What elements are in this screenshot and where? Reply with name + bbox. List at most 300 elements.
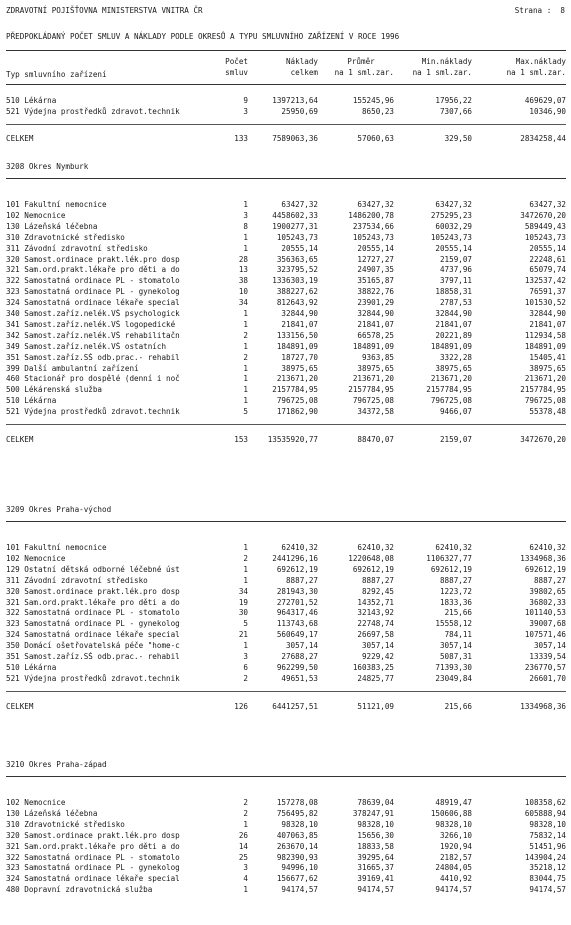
cell-count: 1 (243, 396, 248, 406)
cell-min: 1920,94 (439, 841, 472, 851)
cell-name: 311 Závodní zdravotní středisko (6, 243, 148, 253)
cell-count: 1 (243, 819, 248, 829)
cell-total: 281943,30 (276, 586, 318, 596)
cell-total: 962299,50 (276, 662, 318, 672)
cell-min: 3322,28 (439, 352, 472, 362)
subtotal-rule (6, 691, 566, 692)
cell-total: 1336303,19 (272, 276, 318, 286)
cell-count: 25 (238, 852, 248, 862)
cell-total: 113743,68 (276, 619, 318, 629)
cell-max: 213671,20 (524, 374, 566, 384)
cell-avg: 796725,08 (352, 396, 394, 406)
cell-name: 510 Lékárna (6, 96, 57, 105)
cell-avg: 31665,37 (357, 863, 394, 873)
cell-avg: 66578,25 (357, 330, 394, 340)
cell-count: 2 (243, 798, 248, 807)
cell-min: 4737,96 (439, 265, 472, 275)
cell-max: 236770,57 (524, 662, 566, 672)
cell-total: 964317,46 (276, 608, 318, 618)
cell-min: 94174,57 (435, 885, 472, 895)
cell-total: 133156,50 (276, 330, 318, 340)
cell-name: 521 Výdejna prostředků zdravot.technik (6, 407, 180, 417)
cell-max: 13339,54 (529, 652, 566, 661)
cell-name: 399 Další ambulantní zařízení (6, 363, 139, 373)
cell-name: 130 Lázeňská léčebna (6, 808, 98, 818)
cell-max: 75832,14 (529, 830, 566, 840)
cell-avg: 38975,65 (357, 363, 394, 373)
cell-count: 3 (243, 210, 248, 220)
table-row (0, 587, 571, 598)
cell-max: 605888,94 (524, 808, 566, 818)
cell-max: 15405,41 (529, 352, 566, 362)
cell-max: 101530,52 (524, 298, 566, 308)
cell-avg: 26697,58 (357, 630, 394, 640)
cell-min: 9466,07 (439, 407, 472, 417)
cell-max: 83044,75 (529, 874, 566, 884)
cell-avg: 78639,04 (357, 798, 394, 807)
cell-avg: 378247,91 (352, 808, 394, 818)
cell-total: 184891,09 (276, 341, 318, 351)
cell-name: 324 Samostatná ordinace lékaře special (6, 630, 180, 640)
table-row (0, 842, 571, 853)
cell-min: 63427,32 (435, 200, 472, 209)
cell-avg: 39295,64 (357, 852, 394, 862)
table-row (0, 255, 571, 266)
cell-name: 102 Nemocnice (6, 798, 66, 807)
cell-name: CELKEM (6, 134, 34, 143)
cell-count: 19 (238, 597, 248, 607)
cell-count: 1 (243, 543, 248, 552)
table-row (0, 96, 571, 107)
cell-avg: 3057,14 (361, 641, 394, 651)
cell-name: CELKEM (6, 701, 34, 711)
table-row (0, 265, 571, 276)
col-max-header-2: na 1 sml.zar. (506, 68, 566, 77)
cell-name: 460 Stacionář pro dospělé (denní i noč (6, 374, 180, 384)
cell-avg: 14352,71 (357, 597, 394, 607)
cell-avg: 155245,96 (352, 96, 394, 105)
table-row (0, 652, 571, 663)
cell-name: 323 Samostatná ordinace PL - gynekolog (6, 287, 180, 297)
cell-name: 310 Zdravotnické středisko (6, 819, 125, 829)
cell-total: 105243,73 (276, 232, 318, 242)
cell-count: 9 (243, 96, 248, 105)
cell-min: 4410,92 (439, 874, 472, 884)
cell-avg: 8650,23 (361, 107, 394, 116)
cell-total: 2157784,95 (272, 385, 318, 395)
cell-total: 1900277,31 (272, 221, 318, 231)
cell-name: 130 Lázeňská léčebna (6, 221, 98, 231)
table-row (0, 200, 571, 211)
cell-count: 1 (243, 341, 248, 351)
cell-count: 1 (243, 319, 248, 329)
table-row (0, 798, 571, 809)
cell-max: 51451,96 (529, 841, 566, 851)
cell-avg: 98328,10 (357, 819, 394, 829)
cell-total: 1397213,64 (272, 96, 318, 105)
cell-avg: 32844,90 (357, 309, 394, 318)
cell-total: 2441296,16 (272, 553, 318, 563)
cell-min: 184891,09 (430, 341, 472, 351)
cell-name: 320 Samost.ordinace prakt.lék.pro dosp (6, 830, 180, 840)
cell-min: 692612,19 (430, 564, 472, 574)
cell-count: 1 (243, 363, 248, 373)
cell-count: 14 (238, 841, 248, 851)
cell-max: 105243,73 (524, 232, 566, 242)
cell-total: 27688,27 (281, 652, 318, 661)
header-bottom-rule (6, 84, 566, 85)
cell-count: 1 (243, 374, 248, 384)
cell-total: 38975,65 (281, 363, 318, 373)
cell-count: 10 (238, 287, 248, 297)
cell-avg: 105243,73 (352, 232, 394, 242)
subtotal-rule (6, 424, 566, 425)
cell-name: 521 Výdejna prostředků zdravot.technik (6, 107, 180, 116)
cell-count: 1 (243, 200, 248, 209)
cell-min: 71393,30 (435, 662, 472, 672)
cell-count: 6 (243, 662, 248, 672)
cell-count: 2 (243, 808, 248, 818)
cell-count: 153 (234, 435, 248, 444)
cell-max: 3472670,20 (520, 210, 566, 220)
cell-name: 310 Zdravotnické středisko (6, 232, 125, 242)
cell-max: 39802,65 (529, 586, 566, 596)
cell-name: 342 Samost.zaříz.nelék.VŠ rehabilitačn (6, 330, 180, 340)
table-row (0, 407, 571, 418)
table-row (0, 244, 571, 255)
cell-min: 329,50 (444, 134, 472, 143)
cell-max: 62410,32 (529, 543, 566, 552)
table-row (0, 396, 571, 407)
cell-count: 5 (243, 619, 248, 629)
table-row (0, 641, 571, 652)
cell-min: 3266,10 (439, 830, 472, 840)
cell-total: 20555,14 (281, 243, 318, 253)
cell-avg: 23901,29 (357, 298, 394, 308)
cell-count: 34 (238, 586, 248, 596)
cell-max: 10346,90 (529, 107, 566, 116)
cell-max: 112934,58 (524, 330, 566, 340)
cell-count: 4 (243, 874, 248, 884)
cell-avg: 24825,77 (357, 673, 394, 683)
cell-max: 3057,14 (533, 641, 566, 651)
cell-max: 65079,74 (529, 265, 566, 275)
cell-total: 49651,53 (281, 673, 318, 683)
cell-max: 101140,53 (524, 608, 566, 618)
cell-avg: 35165,87 (357, 276, 394, 286)
cell-name: 323 Samostatná ordinace PL - gynekolog (6, 863, 180, 873)
table-row (0, 211, 571, 222)
cell-min: 784,11 (444, 630, 472, 640)
cell-max: 589449,43 (524, 221, 566, 231)
cell-min: 215,66 (444, 701, 472, 711)
table-row (0, 374, 571, 385)
cell-min: 796725,08 (430, 396, 472, 406)
cell-min: 15558,12 (435, 619, 472, 629)
cell-count: 1 (243, 243, 248, 253)
col-avg-header: Průměr (347, 57, 375, 66)
cell-min: 2159,07 (439, 254, 472, 264)
section-rule (6, 521, 566, 522)
cell-count: 5 (243, 407, 248, 417)
cell-name: 322 Samostatná ordinace PL - stomatolo (6, 276, 180, 286)
cell-count: 3 (243, 107, 248, 116)
cell-name: 510 Lékárna (6, 396, 57, 406)
table-row (0, 107, 571, 118)
table-row (0, 853, 571, 864)
cell-avg: 213671,20 (352, 374, 394, 384)
cell-max: 55378,48 (529, 407, 566, 417)
table-row (0, 863, 571, 874)
cell-name: 320 Samost.ordinace prakt.lék.pro dosp (6, 254, 180, 264)
cell-max: 38975,65 (529, 363, 566, 373)
cell-min: 1223,72 (439, 586, 472, 596)
cell-avg: 692612,19 (352, 564, 394, 574)
cell-max: 143904,24 (524, 852, 566, 862)
table-row (0, 276, 571, 287)
cell-count: 38 (238, 276, 248, 286)
cell-avg: 2157784,95 (348, 385, 394, 395)
cell-avg: 34372,58 (357, 407, 394, 417)
cell-avg: 32143,92 (357, 608, 394, 618)
cell-max: 2834258,44 (520, 134, 566, 143)
cell-total: 982390,93 (276, 852, 318, 862)
cell-min: 2159,07 (439, 435, 472, 444)
cell-count: 26 (238, 830, 248, 840)
total-row (0, 702, 571, 713)
cell-min: 150606,88 (430, 808, 472, 818)
cell-min: 18858,31 (435, 287, 472, 297)
cell-min: 60032,29 (435, 221, 472, 231)
cell-avg: 9229,42 (361, 652, 394, 661)
cell-name: 340 Samost.zaříz.nelék.VŠ psychologick (6, 309, 180, 318)
cell-max: 94174,57 (529, 885, 566, 895)
cell-avg: 12727,27 (357, 254, 394, 264)
cell-max: 21841,07 (529, 319, 566, 329)
cell-avg: 184891,09 (352, 341, 394, 351)
cell-min: 3797,11 (439, 276, 472, 286)
cell-name: 320 Samost.ordinace prakt.lék.pro dosp (6, 586, 180, 596)
cell-min: 24804,05 (435, 863, 472, 873)
cell-total: 407063,85 (276, 830, 318, 840)
cell-count: 2 (243, 553, 248, 563)
cell-total: 18727,70 (281, 352, 318, 362)
cell-avg: 63427,32 (357, 200, 394, 209)
cell-max: 132537,42 (524, 276, 566, 286)
cell-max: 36802,33 (529, 597, 566, 607)
cell-min: 98328,10 (435, 819, 472, 829)
cell-count: 2 (243, 330, 248, 340)
cell-avg: 38822,76 (357, 287, 394, 297)
cell-total: 356363,65 (276, 254, 318, 264)
table-row (0, 543, 571, 554)
cell-total: 756495,82 (276, 808, 318, 818)
cell-count: 1 (243, 885, 248, 895)
cell-name: 321 Sam.ord.prakt.lékaře pro děti a do (6, 841, 180, 851)
table-row (0, 385, 571, 396)
cell-total: 25950,69 (281, 107, 318, 116)
cell-total: 692612,19 (276, 564, 318, 574)
cell-total: 7589063,36 (272, 134, 318, 143)
col-avg-header-2: na 1 sml.zar. (334, 68, 394, 77)
col-count-header: Počet (225, 57, 248, 66)
cell-count: 30 (238, 608, 248, 618)
cell-avg: 24907,35 (357, 265, 394, 275)
cell-max: 26601,70 (529, 673, 566, 683)
cell-max: 20555,14 (529, 243, 566, 253)
cell-total: 8887,27 (285, 575, 318, 585)
table-row (0, 809, 571, 820)
cell-max: 35218,12 (529, 863, 566, 873)
table-row (0, 874, 571, 885)
cell-min: 62410,32 (435, 543, 472, 552)
cell-min: 48919,47 (435, 798, 472, 807)
table-row (0, 820, 571, 831)
cell-avg: 94174,57 (357, 885, 394, 895)
cell-max: 1334968,36 (520, 701, 566, 711)
cell-name: 351 Samost.zaříz.SŠ odb.prac.- rehabil (6, 352, 180, 362)
cell-min: 213671,20 (430, 374, 472, 384)
cell-name: 129 Ostatní dětská odborné léčebné úst (6, 564, 180, 574)
cell-count: 126 (234, 701, 248, 711)
cell-max: 796725,08 (524, 396, 566, 406)
cell-count: 28 (238, 254, 248, 264)
cell-count: 34 (238, 298, 248, 308)
table-row (0, 233, 571, 244)
table-row (0, 619, 571, 630)
cell-total: 323795,52 (276, 265, 318, 275)
cell-total: 812643,92 (276, 298, 318, 308)
table-row (0, 663, 571, 674)
cell-name: 324 Samostatná ordinace lékaře special (6, 298, 180, 308)
table-row (0, 320, 571, 331)
cell-min: 20221,89 (435, 330, 472, 340)
cell-name: 101 Fakultní nemocnice (6, 543, 107, 552)
cell-max: 39007,68 (529, 619, 566, 629)
cell-name: 101 Fakultní nemocnice (6, 200, 107, 209)
cell-total: 171862,90 (276, 407, 318, 417)
cell-name: 480 Dopravní zdravotnická služba (6, 885, 153, 895)
section-rule (6, 776, 566, 777)
cell-total: 21841,07 (281, 319, 318, 329)
cell-avg: 8292,45 (361, 586, 394, 596)
cell-count: 1 (243, 232, 248, 242)
report-title: PŘEDPOKLÁDANÝ POČET SMLUV A NÁKLADY PODLE OKRESŮ A TYPU SMLUVNÍHO ZAŘÍZENÍ V ROCE 1996 (6, 32, 400, 41)
total-row (0, 435, 571, 446)
cell-min: 23049,84 (435, 673, 472, 683)
cell-min: 1833,36 (439, 597, 472, 607)
cell-name: 324 Samostatná ordinace lékaře special (6, 874, 180, 884)
cell-max: 469629,07 (524, 96, 566, 105)
table-row (0, 554, 571, 565)
cell-count: 21 (238, 630, 248, 640)
cell-total: 157278,08 (276, 798, 318, 807)
table-row (0, 222, 571, 233)
cell-total: 388227,62 (276, 287, 318, 297)
cell-min: 1106327,77 (426, 553, 472, 563)
cell-name: 349 Samost.zaříz.nelék.VŠ ostatních (6, 341, 167, 351)
col-total-header: Náklady (285, 57, 318, 66)
table-row (0, 298, 571, 309)
cell-max: 76591,37 (529, 287, 566, 297)
cell-max: 692612,19 (524, 564, 566, 574)
cell-total: 4458602,33 (272, 210, 318, 220)
cell-name: 350 Domácí ošetřovatelská péče "home-c (6, 641, 180, 651)
table-row (0, 565, 571, 576)
cell-avg: 20555,14 (357, 243, 394, 253)
cell-name: 321 Sam.ord.prakt.lékaře pro děti a do (6, 597, 180, 607)
cell-max: 63427,32 (529, 200, 566, 209)
cell-min: 105243,73 (430, 232, 472, 242)
table-row (0, 674, 571, 685)
cell-avg: 9363,85 (361, 352, 394, 362)
cell-name: 322 Samostatná ordinace PL - stomatolo (6, 608, 180, 618)
cell-count: 133 (234, 134, 248, 143)
cell-avg: 62410,32 (357, 543, 394, 552)
table-row (0, 608, 571, 619)
cell-count: 8 (243, 221, 248, 231)
subtotal-rule (6, 124, 566, 125)
cell-min: 32844,90 (435, 309, 472, 318)
section-title: 3210 Okres Praha-západ (6, 760, 107, 769)
cell-total: 263670,14 (276, 841, 318, 851)
cell-name: 510 Lékárna (6, 662, 57, 672)
cell-name: 521 Výdejna prostředků zdravot.technik (6, 673, 180, 683)
cell-max: 1334968,36 (520, 553, 566, 563)
cell-avg: 237534,66 (352, 221, 394, 231)
cell-avg: 18833,58 (357, 841, 394, 851)
cell-total: 560649,17 (276, 630, 318, 640)
cell-min: 21841,07 (435, 319, 472, 329)
table-row (0, 331, 571, 342)
cell-min: 215,66 (444, 608, 472, 618)
cell-name: 351 Samost.zaříz.SŠ odb.prac.- rehabil (6, 652, 180, 661)
cell-total: 213671,20 (276, 374, 318, 384)
organization-name: ZDRAVOTNÍ POJIŠŤOVNA MINISTERSTVA VNITRA ČR (6, 6, 203, 15)
col-count-header-2: smluv (225, 68, 248, 77)
cell-count: 3 (243, 652, 248, 661)
cell-total: 94174,57 (281, 885, 318, 895)
header-top-rule (6, 50, 566, 51)
cell-avg: 15656,30 (357, 830, 394, 840)
section-rule (6, 178, 566, 179)
cell-count: 1 (243, 564, 248, 574)
cell-max: 107571,46 (524, 630, 566, 640)
col-type-header: Typ smluvního zařízení (6, 70, 107, 79)
cell-avg: 22748,74 (357, 619, 394, 629)
cell-name: 321 Sam.ord.prakt.lékaře pro děti a do (6, 265, 180, 275)
cell-min: 7307,66 (439, 107, 472, 116)
cell-avg: 8887,27 (361, 575, 394, 585)
cell-avg: 1486200,78 (348, 210, 394, 220)
cell-avg: 57060,63 (357, 134, 394, 143)
cell-max: 3472670,20 (520, 435, 566, 444)
table-row (0, 364, 571, 375)
cell-name: 322 Samostatná ordinace PL - stomatolo (6, 852, 180, 862)
section-title: 3209 Okres Praha-východ (6, 505, 112, 514)
cell-name: CELKEM (6, 435, 34, 444)
total-row (0, 134, 571, 145)
cell-name: 323 Samostatná ordinace PL - gynekolog (6, 619, 180, 629)
cell-max: 32844,90 (529, 309, 566, 318)
cell-count: 1 (243, 575, 248, 585)
cell-min: 2157784,95 (426, 385, 472, 395)
cell-max: 8887,27 (533, 575, 566, 585)
table-row (0, 576, 571, 587)
cell-total: 156677,62 (276, 874, 318, 884)
cell-min: 20555,14 (435, 243, 472, 253)
cell-avg: 21841,07 (357, 319, 394, 329)
